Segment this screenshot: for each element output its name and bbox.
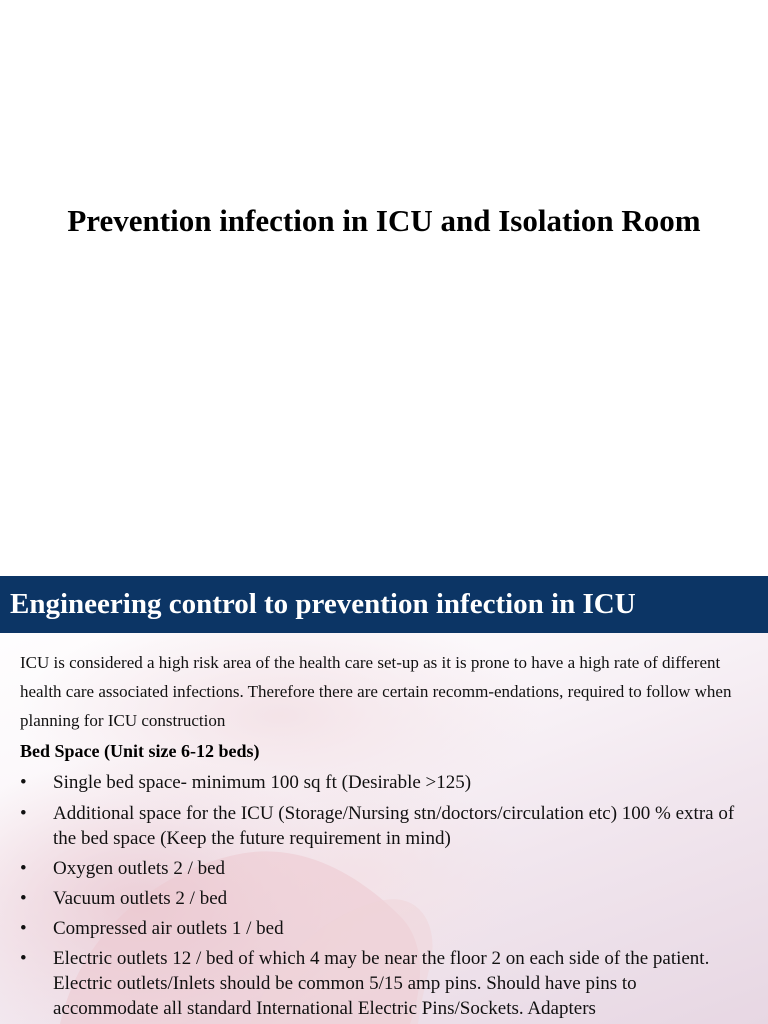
list-item-text: Electric outlets 12 / bed of which 4 may be near the floor 2 on each side of the patient. Electric outlets/Inlets should be common 5/15 amp pins. Should have pins to accommodate all standard International Electric Pins/Sockets. Adapters [53,948,710,1019]
intro-paragraph: ICU is considered a high risk area of the health care set-up as it is prone to have a high rate of different health care associated infections. Therefore there are certain recomm-endations, required to follow when planning for ICU construction [20,653,732,730]
content-slide [0,576,768,1024]
bullet-icon: • [20,858,27,879]
list-item-text: Compressed air outlets 1 / bed [53,918,284,939]
list-item [0,856,768,881]
list-item-text: Oxygen outlets 2 / bed [53,858,226,879]
list-item [0,886,768,911]
bullet-list [0,770,768,1021]
list-item [0,770,768,795]
bullet-icon: • [20,918,27,939]
bullet-icon: • [20,803,27,824]
list-item [0,801,768,851]
bullet-icon: • [20,772,27,793]
list-item [0,946,768,1021]
bed-space-subheading: Bed Space (Unit size 6-12 beds) [20,741,260,761]
list-item-text: Vacuum outlets 2 / bed [53,888,228,909]
slide-header-title: Engineering control to prevention infection in ICU [10,588,636,620]
bullet-icon: • [20,948,27,969]
slide-header-bar [0,576,768,633]
slide-title: Prevention infection in ICU and Isolation Room [67,203,701,238]
list-item-text: Additional space for the ICU (Storage/Nursing stn/doctors/circulation etc) 100 % extra of the bed space (Keep the future requirement in mind) [53,803,735,849]
list-item-text: Single bed space- minimum 100 sq ft (Desirable >125) [53,772,472,793]
bullet-icon: • [20,888,27,909]
list-item [0,916,768,941]
